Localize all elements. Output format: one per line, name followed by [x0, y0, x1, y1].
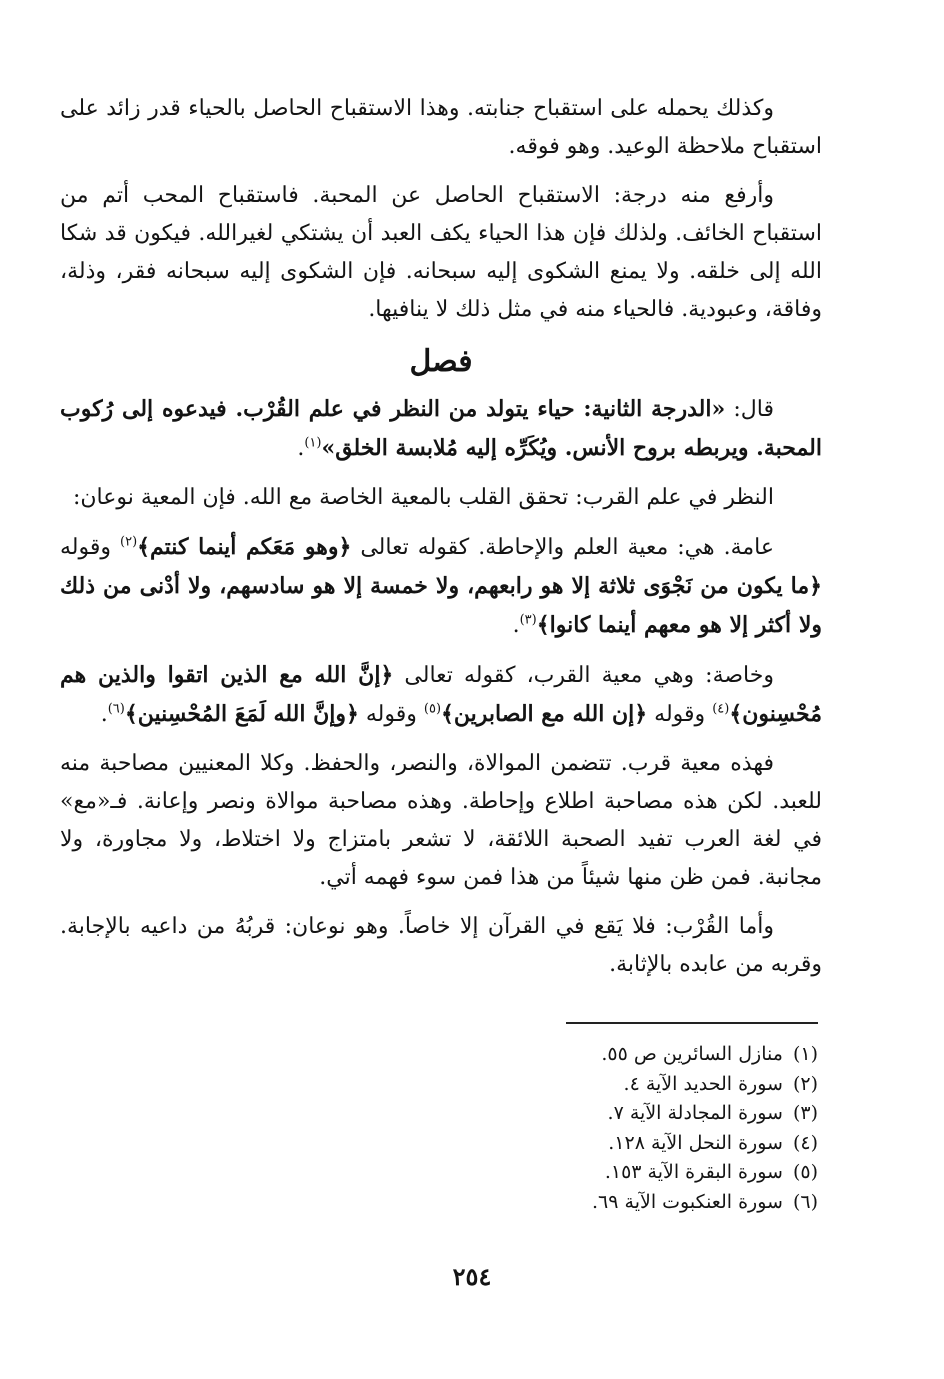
- paragraph-2: وأرفع منه درجة: الاستقباح الحاصل عن المحبة. فاستقباح المحب أتم من استقباح الخائف. ولذلك فإن هذا الحياء يكف العبد أن يشتكي لغيرالله. فيكون قد شكا الله إلى خلقه. ولا يمنع الشكوى إليه سبحانه. فإن الشكوى إليه سبحانه فقر، وذلة، وفاقة، وعبودية. فالحياء منه في مثل ذلك لا ينافيها.: [60, 183, 822, 322]
- footnote-item: [418, 1158, 818, 1188]
- paragraph-text: وقوله: [647, 702, 713, 727]
- footnote-item: [418, 1040, 818, 1070]
- footnotes: [418, 1040, 818, 1217]
- quran-verse: ﴿وهو مَعَكم أينما كنتم﴾: [137, 534, 352, 560]
- footnote-ref: (٣): [519, 612, 537, 628]
- footnote-number: (٣): [792, 1102, 818, 1124]
- footnote-ref: (٥): [423, 701, 442, 717]
- quran-verse: ﴿وإنَّ الله لَمَعَ المُحْسِنين﴾: [124, 701, 359, 727]
- footnote-item: [418, 1099, 818, 1129]
- paragraph-3: [60, 390, 822, 468]
- footnote-text: سورة العنكبوت الآية ٦٩.: [592, 1190, 783, 1213]
- paragraph-text: وخاصة: وهي معية القرب، كقوله تعالى: [393, 663, 774, 688]
- sentence-end: .: [100, 702, 108, 727]
- footnote-text: منازل السائرين ص ٥٥.: [601, 1043, 783, 1065]
- quoted-text: «الدرجة الثانية: حياء يتولد من النظر في علم القُرْب. فيدعوه إلى رُكوب المحبة. ويربطه بروح الأنس. ويُكَرِّه إليه مُلابسة الخلق»: [60, 396, 822, 461]
- footnote-item: [418, 1070, 818, 1100]
- sentence-end: .: [297, 436, 305, 461]
- paragraph-1: وكذلك يحمله على استقباح جنابته. وهذا الاستقباح الحاصل بالحياء قدر زائد على استقباح ملاحظة الوعيد. وهو فوقه.: [60, 96, 822, 159]
- footnote-number: (٢): [792, 1072, 818, 1095]
- paragraph-4: النظر في علم القرب: تحقق القلب بالمعية الخاصة مع الله. فإن المعية نوعان:: [72, 485, 774, 510]
- footnote-ref: (٦): [107, 701, 125, 717]
- quote-intro: قال:: [725, 397, 775, 422]
- footnote-item: [418, 1129, 818, 1159]
- paragraph-text: وقوله: [358, 702, 424, 727]
- paragraph-8: وأما القُرْب: فلا يَقع في القرآن إلا خاصاً. وهو نوعان: قربُهُ من داعيه بالإجابة. وقربه من عابده بالإثابة.: [60, 914, 822, 977]
- paragraph-6: [60, 656, 822, 734]
- sentence-end: .: [512, 613, 520, 638]
- paragraph-7: فهذه معية قرب. تتضمن الموالاة، والنصر، والحفظ. وكلا المعنيين مصاحبة منه للعبد. لكن هذه مصاحبة اطلاع وإحاطة. وهذه مصاحبة موالاة ونصر وإعانة. فـ«مع» في لغة العرب تفيد الصحبة اللائقة، لا تشعر بامتزاج ولا اختلاط، ولا مجاورة، ولا مجانبة. فمن ظن منها شيئاً من هذا فمن سوء فهمه أتي.: [60, 751, 822, 890]
- footnote-text: سورة البقرة الآية ١٥٣.: [604, 1161, 783, 1183]
- footnote-number: (٤): [792, 1131, 818, 1154]
- quran-verse: ﴿إن الله مع الصابرين﴾: [441, 701, 648, 727]
- footnote-text: سورة المجادلة الآية ٧.: [607, 1102, 783, 1124]
- footnote-ref: (٢): [120, 534, 138, 550]
- footnote-number: (١): [792, 1043, 818, 1065]
- footnote-divider: [566, 1022, 818, 1024]
- section-heading: فصل: [409, 344, 473, 379]
- footnote-text: سورة النحل الآية ١٢٨.: [608, 1131, 783, 1154]
- quran-verse: ﴿إنَّ الله مع الذين اتقوا والذين هم مُحْسِنون﴾: [60, 662, 822, 727]
- footnote-number: (٥): [792, 1161, 818, 1183]
- quran-verse: ﴿ما يكون من نَجْوَى ثلاثة إلا هو رابعهم، ولا خمسة إلا هو سادسهم، ولا أدْنى من ذلك ولا أكثر إلا هو معهم أينما كانوا﴾: [60, 573, 822, 638]
- paragraph-text: عامة. هي: معية العلم والإحاطة. كقوله تعالى: [351, 535, 775, 560]
- paragraph-text: وقوله: [60, 535, 120, 560]
- footnote-ref: (١): [304, 435, 322, 451]
- page-body: [60, 90, 822, 995]
- footnote-text: سورة الحديد الآية ٤.: [623, 1072, 783, 1095]
- page-number: ٢٥٤: [452, 1262, 492, 1291]
- footnote-number: (٦): [792, 1190, 818, 1213]
- footnote-ref: (٤): [712, 701, 730, 717]
- footnote-item: [418, 1188, 818, 1218]
- paragraph-5: [60, 528, 822, 645]
